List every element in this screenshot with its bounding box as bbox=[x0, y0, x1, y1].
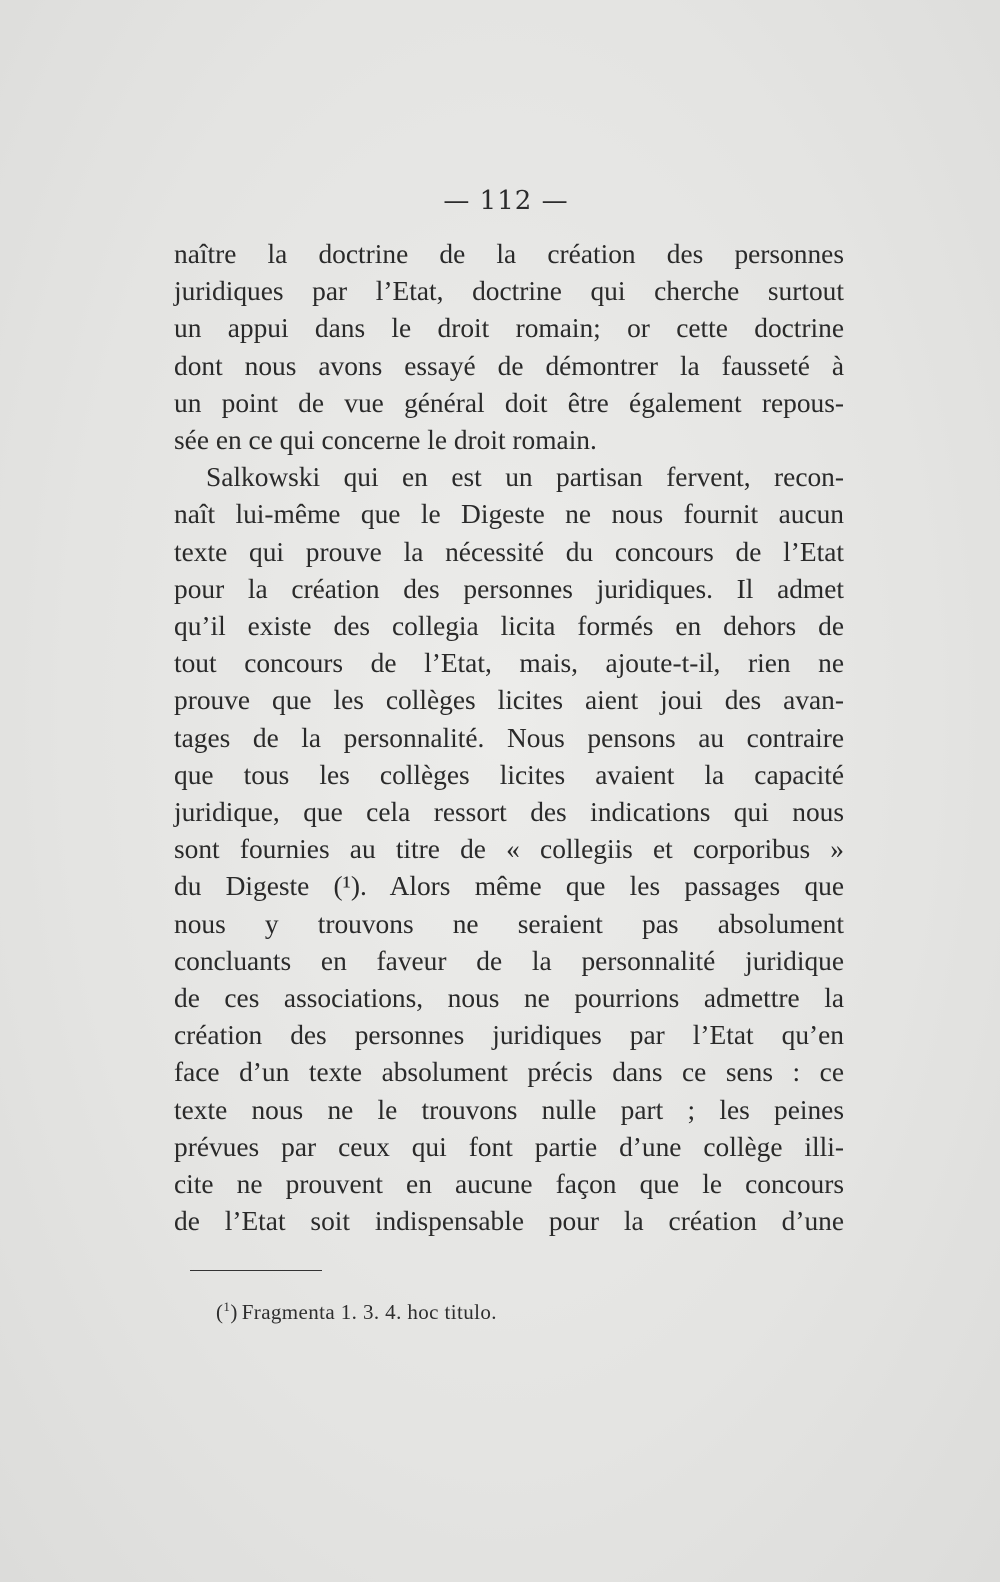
text-line: Salkowski qui en est un partisan fervent, recon- bbox=[206, 462, 844, 493]
footnote-text: Fragmenta 1. 3. 4. hoc titulo. bbox=[241, 1300, 497, 1324]
text-line: un appui dans le droit romain; or cette doctrine bbox=[174, 313, 844, 344]
body-text bbox=[174, 236, 844, 1240]
text-line: prévues par ceux qui font partie d’une collège illi- bbox=[174, 1131, 844, 1162]
text-line: concluants en faveur de la personnalité juridique bbox=[174, 945, 844, 976]
text-line: qu’il existe des collegia licita formés en dehors de bbox=[174, 611, 844, 642]
text-line: de ces associations, nous ne pourrions admettre la bbox=[174, 983, 844, 1014]
text-line: naît lui-même que le Digeste ne nous fournit aucun bbox=[174, 499, 844, 530]
text-line: sont fournies au titre de « collegiis et corporibus » bbox=[174, 834, 844, 865]
text-line: nous y trouvons ne seraient pas absolument bbox=[174, 908, 844, 939]
text-line: texte nous ne le trouvons nulle part ; les peines bbox=[174, 1094, 844, 1125]
text-line: un point de vue général doit être également repous- bbox=[174, 387, 844, 418]
page-number: — 112 — bbox=[443, 186, 569, 216]
text-line: que tous les collèges licites avaient la capacité bbox=[174, 759, 844, 790]
text-line: tout concours de l’Etat, mais, ajoute-t-il, rien ne bbox=[174, 648, 844, 679]
text-line: cite ne prouvent en aucune façon que le concours bbox=[174, 1169, 844, 1200]
text-line: dont nous avons essayé de démontrer la fausseté à bbox=[174, 350, 844, 381]
text-line: sée en ce qui concerne le droit romain. bbox=[174, 425, 597, 456]
text-line: prouve que les collèges licites aient joui des avan- bbox=[174, 685, 844, 716]
text-line: création des personnes juridiques par l’Etat qu’en bbox=[174, 1020, 844, 1051]
text-line: juridique, que cela ressort des indications qui nous bbox=[174, 797, 844, 828]
text-line: de l’Etat soit indispensable pour la création d’une bbox=[174, 1206, 844, 1237]
footnote: ($^1$) Fragmenta 1. 3. 4. hoc titulo. bbox=[216, 1299, 497, 1324]
text-line: juridiques par l’Etat, doctrine qui cherche surtout bbox=[174, 276, 844, 307]
footnote-rule bbox=[190, 1270, 322, 1271]
text-line: tages de la personnalité. Nous pensons au contraire bbox=[174, 722, 844, 753]
text-line: face d’un texte absolument précis dans ce sens : ce bbox=[174, 1057, 844, 1088]
footnote-marker: 1 bbox=[223, 1299, 231, 1314]
text-line: pour la création des personnes juridiques. Il admet bbox=[174, 573, 844, 604]
text-line: du Digeste (¹). Alors même que les passages que bbox=[174, 871, 844, 902]
text-line: texte qui prouve la nécessité du concours de l’Etat bbox=[174, 536, 844, 567]
text-line: naître la doctrine de la création des personnes bbox=[174, 239, 844, 269]
